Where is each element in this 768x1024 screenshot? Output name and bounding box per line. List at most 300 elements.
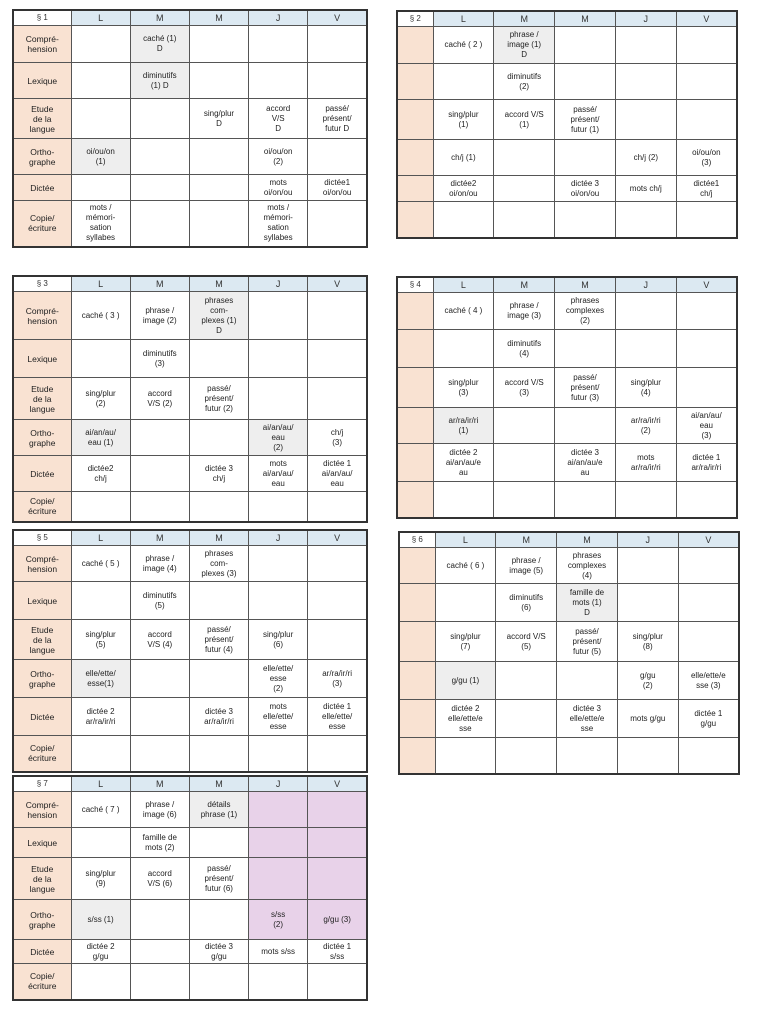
day-header: J: [249, 776, 308, 792]
day-header: L: [71, 530, 130, 546]
schedule-cell: [557, 738, 618, 774]
schedule-cell: mots s/ss: [249, 940, 308, 964]
schedule-cell: sing/plur (2): [71, 378, 130, 420]
schedule-cell: [130, 900, 189, 940]
day-header: L: [433, 277, 494, 293]
schedule-cell: caché ( 2 ): [433, 27, 494, 64]
schedule-cell: accord V/S (2): [130, 378, 189, 420]
day-header: M: [130, 776, 189, 792]
schedule-cell: [615, 27, 676, 64]
table-row: [397, 444, 737, 482]
schedule-cell: ai/an/au/ eau (1): [71, 420, 130, 456]
schedule-cell: [676, 64, 737, 100]
schedule-cell: phrase / image (2): [130, 292, 189, 340]
schedule-cell: [189, 736, 248, 772]
row-label: [397, 100, 433, 140]
schedule-cell: [615, 100, 676, 140]
schedule-cell: ch/j (1): [433, 140, 494, 176]
day-header: M: [189, 10, 248, 26]
schedule-cell: dictée1 oi/on/ou: [308, 175, 367, 201]
schedule-cell: sing/plur (7): [435, 622, 496, 662]
schedule-cell: [555, 202, 616, 238]
table-row: [397, 482, 737, 518]
schedule-cell: [676, 100, 737, 140]
table-row: [13, 546, 367, 582]
schedule-cell: [676, 368, 737, 408]
table-row: [399, 738, 739, 774]
schedule-cell: [189, 201, 248, 247]
schedule-cell: [615, 64, 676, 100]
schedule-cell: [189, 660, 248, 698]
week-4-table: [396, 276, 738, 519]
table-row: [13, 828, 367, 858]
day-header: V: [308, 276, 367, 292]
schedule-cell: [555, 330, 616, 368]
table-row: [399, 622, 739, 662]
week-label: § 7: [13, 776, 71, 792]
schedule-cell: [249, 736, 308, 772]
row-label: Lexique: [13, 828, 71, 858]
table-row: [397, 176, 737, 202]
row-label: [397, 482, 433, 518]
schedule-cell: accord V/S (5): [496, 622, 557, 662]
schedule-cell: sing/plur (5): [71, 620, 130, 660]
week-label: § 3: [13, 276, 71, 292]
day-header: M: [130, 530, 189, 546]
schedule-cell: [189, 964, 248, 1000]
schedule-cell: famille de mots (2): [130, 828, 189, 858]
schedule-cell: [433, 202, 494, 238]
table-row: [397, 100, 737, 140]
schedule-cell: [189, 63, 248, 99]
schedule-cell: dictée 3 elle/ette/e sse: [557, 700, 618, 738]
schedule-cell: [308, 378, 367, 420]
schedule-cell: diminutifs (6): [496, 584, 557, 622]
row-label: Etude de la langue: [13, 620, 71, 660]
schedule-cell: [71, 736, 130, 772]
day-header: M: [189, 276, 248, 292]
schedule-cell: [189, 828, 248, 858]
table-row: [397, 293, 737, 330]
day-header: M: [189, 530, 248, 546]
table-row: [13, 620, 367, 660]
schedule-cell: [308, 340, 367, 378]
schedule-cell: [189, 26, 248, 63]
schedule-cell: [249, 292, 308, 340]
schedule-cell: passé/ présent/ futur D: [308, 99, 367, 139]
day-header: L: [433, 11, 494, 27]
schedule-cell: [189, 175, 248, 201]
schedule-cell: [676, 293, 737, 330]
schedule-cell: [308, 492, 367, 522]
day-header: M: [555, 11, 616, 27]
schedule-cell: [249, 340, 308, 378]
row-label: Compré- hension: [13, 546, 71, 582]
schedule-cell: dictée2 ch/j: [71, 456, 130, 492]
schedule-cell: [433, 64, 494, 100]
schedule-cell: dictée 3 ch/j: [189, 456, 248, 492]
schedule-cell: [71, 340, 130, 378]
row-label: [397, 64, 433, 100]
week-3-table: [12, 275, 368, 523]
schedule-cell: [308, 63, 367, 99]
schedule-cell: sing/plur (6): [249, 620, 308, 660]
schedule-cell: [130, 139, 189, 175]
schedule-cell: famille de mots (1) D: [557, 584, 618, 622]
schedule-cell: [249, 792, 308, 828]
row-label: [399, 622, 435, 662]
table-row: [13, 792, 367, 828]
schedule-cell: ch/j (3): [308, 420, 367, 456]
schedule-cell: sing/plur (1): [433, 100, 494, 140]
row-label: Compré- hension: [13, 792, 71, 828]
schedule-cell: [130, 456, 189, 492]
day-header: M: [557, 532, 618, 548]
table-row: [397, 64, 737, 100]
table-row: [13, 660, 367, 698]
day-header: M: [189, 776, 248, 792]
schedule-cell: sing/plur (9): [71, 858, 130, 900]
table-row: [13, 99, 367, 139]
schedule-cell: [308, 964, 367, 1000]
schedule-cell: phrases complexes (2): [555, 293, 616, 330]
schedule-cell: [249, 492, 308, 522]
table-row: [399, 662, 739, 700]
schedule-cell: [130, 964, 189, 1000]
schedule-cell: ch/j (2): [615, 140, 676, 176]
schedule-cell: ai/an/au/ eau (3): [676, 408, 737, 444]
week-label: § 2: [397, 11, 433, 27]
table-row: [13, 175, 367, 201]
schedule-cell: [494, 176, 555, 202]
row-label: [399, 738, 435, 774]
day-header: J: [249, 10, 308, 26]
row-label: [397, 293, 433, 330]
table-row: [13, 900, 367, 940]
week-7-table: [12, 775, 368, 1001]
table-row: [397, 330, 737, 368]
row-label: Dictée: [13, 456, 71, 492]
schedule-cell: dictée 3 ar/ra/ir/ri: [189, 698, 248, 736]
table-row: [13, 940, 367, 964]
schedule-cell: [130, 420, 189, 456]
schedule-cell: accord V/S (1): [494, 100, 555, 140]
row-label: Etude de la langue: [13, 858, 71, 900]
schedule-cell: diminutifs (2): [494, 64, 555, 100]
schedule-cell: dictée 3 g/gu: [189, 940, 248, 964]
schedule-cell: sing/plur (8): [617, 622, 678, 662]
schedule-cell: [308, 620, 367, 660]
week-label: § 6: [399, 532, 435, 548]
day-header: M: [130, 276, 189, 292]
schedule-cell: [130, 99, 189, 139]
schedule-cell: g/gu (1): [435, 662, 496, 700]
table-row: [13, 378, 367, 420]
schedule-cell: [494, 408, 555, 444]
day-header: M: [130, 10, 189, 26]
day-header: M: [494, 11, 555, 27]
schedule-cell: [496, 662, 557, 700]
schedule-cell: [249, 828, 308, 858]
schedule-cell: passé/ présent/ futur (5): [557, 622, 618, 662]
schedule-cell: dictée 1 elle/ette/ esse: [308, 698, 367, 736]
schedule-cell: phrase / image (3): [494, 293, 555, 330]
schedule-cell: ar/ra/ir/ri (2): [615, 408, 676, 444]
schedule-cell: dictée2 oi/on/ou: [433, 176, 494, 202]
row-label: Etude de la langue: [13, 378, 71, 420]
schedule-cell: [308, 292, 367, 340]
week-label: § 4: [397, 277, 433, 293]
week-6-table: [398, 531, 740, 775]
schedule-cell: [130, 698, 189, 736]
schedule-cell: phrases com- plexes (3): [189, 546, 248, 582]
table-row: [397, 140, 737, 176]
day-header: L: [71, 10, 130, 26]
schedule-cell: [678, 584, 739, 622]
schedule-cell: passé/ présent/ futur (1): [555, 100, 616, 140]
table-row: [13, 292, 367, 340]
day-header: J: [615, 11, 676, 27]
schedule-cell: [249, 378, 308, 420]
schedule-cell: [678, 622, 739, 662]
schedule-cell: [249, 546, 308, 582]
schedule-cell: [189, 492, 248, 522]
day-header: M: [494, 277, 555, 293]
row-label: [397, 202, 433, 238]
table-row: [399, 700, 739, 738]
row-label: Dictée: [13, 698, 71, 736]
schedule-cell: mots / mémori- sation syllabes: [71, 201, 130, 247]
schedule-cell: [308, 858, 367, 900]
schedule-cell: dictée 3 ai/an/au/e au: [555, 444, 616, 482]
schedule-cell: [130, 940, 189, 964]
schedule-cell: [496, 700, 557, 738]
schedule-cell: [494, 202, 555, 238]
day-header: J: [617, 532, 678, 548]
day-header: J: [249, 530, 308, 546]
table-row: [397, 368, 737, 408]
schedule-cell: g/gu (3): [308, 900, 367, 940]
table-row: [13, 201, 367, 247]
row-label: Ortho- graphe: [13, 420, 71, 456]
row-label: Etude de la langue: [13, 99, 71, 139]
schedule-cell: dictée 2 elle/ette/e sse: [435, 700, 496, 738]
row-label: [399, 548, 435, 584]
day-header: M: [496, 532, 557, 548]
schedule-cell: [555, 27, 616, 64]
row-label: Compré- hension: [13, 26, 71, 63]
row-label: Lexique: [13, 63, 71, 99]
schedule-cell: [249, 582, 308, 620]
schedule-cell: diminutifs (1) D: [130, 63, 189, 99]
schedule-cell: dictée 1 ar/ra/ir/ri: [676, 444, 737, 482]
schedule-cell: [189, 420, 248, 456]
schedule-cell: diminutifs (3): [130, 340, 189, 378]
schedule-cell: [676, 202, 737, 238]
schedule-cell: diminutifs (4): [494, 330, 555, 368]
schedule-cell: [308, 546, 367, 582]
schedule-cell: elle/ette/ esse(1): [71, 660, 130, 698]
schedule-cell: s/ss (2): [249, 900, 308, 940]
row-label: [397, 140, 433, 176]
row-label: Copie/ écriture: [13, 964, 71, 1000]
schedule-cell: [555, 140, 616, 176]
row-label: Ortho- graphe: [13, 139, 71, 175]
schedule-cell: g/gu (2): [617, 662, 678, 700]
row-label: Copie/ écriture: [13, 736, 71, 772]
schedule-cell: sing/plur (3): [433, 368, 494, 408]
table-row: [397, 408, 737, 444]
table-row: [13, 26, 367, 63]
row-label: [397, 27, 433, 64]
schedule-cell: [617, 738, 678, 774]
schedule-cell: mots / mémori- sation syllabes: [249, 201, 308, 247]
schedule-cell: [555, 482, 616, 518]
row-label: Lexique: [13, 340, 71, 378]
schedule-cell: elle/ette/e sse (3): [678, 662, 739, 700]
schedule-cell: caché ( 5 ): [71, 546, 130, 582]
day-header: L: [435, 532, 496, 548]
schedule-cell: [71, 492, 130, 522]
schedule-cell: [555, 408, 616, 444]
table-row: [13, 698, 367, 736]
schedule-cell: [494, 140, 555, 176]
schedule-cell: mots g/gu: [617, 700, 678, 738]
week-2-table: [396, 10, 738, 239]
schedule-cell: s/ss (1): [71, 900, 130, 940]
row-label: Ortho- graphe: [13, 900, 71, 940]
schedule-cell: [249, 26, 308, 63]
schedule-cell: phrase / image (6): [130, 792, 189, 828]
schedule-cell: ar/ra/ir/ri (3): [308, 660, 367, 698]
schedule-cell: [249, 63, 308, 99]
schedule-cell: [189, 340, 248, 378]
schedule-cell: [71, 582, 130, 620]
week-1-table: [12, 9, 368, 248]
schedule-cell: [71, 964, 130, 1000]
schedule-cell: dictée 2 g/gu: [71, 940, 130, 964]
schedule-cell: mots ar/ra/ir/ri: [615, 444, 676, 482]
schedule-cell: ar/ra/ir/ri (1): [433, 408, 494, 444]
schedule-cell: phrases com- plexes (1) D: [189, 292, 248, 340]
table-row: [399, 584, 739, 622]
schedule-cell: [308, 736, 367, 772]
schedule-cell: dictée1 ch/j: [676, 176, 737, 202]
row-label: [399, 700, 435, 738]
schedule-cell: mots elle/ette/ esse: [249, 698, 308, 736]
table-row: [13, 139, 367, 175]
schedule-cell: [433, 482, 494, 518]
schedule-cell: oi/ou/on (1): [71, 139, 130, 175]
schedule-cell: [130, 736, 189, 772]
schedule-cell: [71, 26, 130, 63]
row-label: [397, 368, 433, 408]
row-label: [399, 662, 435, 700]
day-header: V: [676, 11, 737, 27]
schedule-cell: caché ( 7 ): [71, 792, 130, 828]
schedule-cell: passé/ présent/ futur (6): [189, 858, 248, 900]
row-label: Dictée: [13, 175, 71, 201]
schedule-cell: [71, 175, 130, 201]
schedule-cell: [615, 202, 676, 238]
schedule-cell: [435, 584, 496, 622]
schedule-cell: [189, 582, 248, 620]
schedule-cell: [678, 548, 739, 584]
table-row: [13, 736, 367, 772]
schedule-cell: [678, 738, 739, 774]
schedule-cell: phrase / image (1) D: [494, 27, 555, 64]
schedule-cell: phrase / image (5): [496, 548, 557, 584]
schedule-cell: mots ai/an/au/ eau: [249, 456, 308, 492]
schedule-cell: diminutifs (5): [130, 582, 189, 620]
day-header: L: [71, 276, 130, 292]
schedule-cell: sing/plur (4): [615, 368, 676, 408]
schedule-cell: phrase / image (4): [130, 546, 189, 582]
schedule-cell: [249, 858, 308, 900]
table-row: [399, 548, 739, 584]
schedule-cell: [557, 662, 618, 700]
row-label: [397, 176, 433, 202]
schedule-cell: [615, 330, 676, 368]
table-row: [13, 492, 367, 522]
row-label: [397, 408, 433, 444]
schedule-cell: dictée 2 ai/an/au/e au: [433, 444, 494, 482]
day-header: V: [308, 10, 367, 26]
row-label: Copie/ écriture: [13, 201, 71, 247]
schedule-cell: passé/ présent/ futur (3): [555, 368, 616, 408]
schedule-cell: [676, 482, 737, 518]
schedule-cell: [308, 582, 367, 620]
schedule-cell: [130, 175, 189, 201]
schedule-cell: [308, 828, 367, 858]
schedule-cell: mots oi/on/ou: [249, 175, 308, 201]
table-row: [13, 456, 367, 492]
table-row: [13, 340, 367, 378]
schedule-cell: [130, 492, 189, 522]
day-header: J: [615, 277, 676, 293]
schedule-cell: [130, 660, 189, 698]
schedule-cell: [496, 738, 557, 774]
day-header: M: [555, 277, 616, 293]
schedule-cell: phrases complexes (4): [557, 548, 618, 584]
day-header: V: [676, 277, 737, 293]
schedule-cell: accord V/S (4): [130, 620, 189, 660]
schedule-cell: [308, 201, 367, 247]
schedule-cell: accord V/S (3): [494, 368, 555, 408]
schedule-cell: oi/ou/on (3): [676, 140, 737, 176]
schedule-cell: caché (1) D: [130, 26, 189, 63]
row-label: [397, 330, 433, 368]
schedule-cell: sing/plur D: [189, 99, 248, 139]
schedule-cell: dictée 1 g/gu: [678, 700, 739, 738]
schedule-cell: accord V/S D: [249, 99, 308, 139]
schedule-cell: [71, 63, 130, 99]
schedule-cell: [676, 27, 737, 64]
schedule-cell: passé/ présent/ futur (4): [189, 620, 248, 660]
schedule-cell: détails phrase (1): [189, 792, 248, 828]
schedule-cell: passé/ présent/ futur (2): [189, 378, 248, 420]
schedule-cell: dictée 2 ar/ra/ir/ri: [71, 698, 130, 736]
day-header: L: [71, 776, 130, 792]
schedule-cell: [615, 482, 676, 518]
schedule-cell: [433, 330, 494, 368]
schedule-cell: elle/ette/ esse (2): [249, 660, 308, 698]
schedule-cell: [617, 584, 678, 622]
schedule-cell: [435, 738, 496, 774]
row-label: Compré- hension: [13, 292, 71, 340]
schedule-cell: accord V/S (6): [130, 858, 189, 900]
day-header: J: [249, 276, 308, 292]
